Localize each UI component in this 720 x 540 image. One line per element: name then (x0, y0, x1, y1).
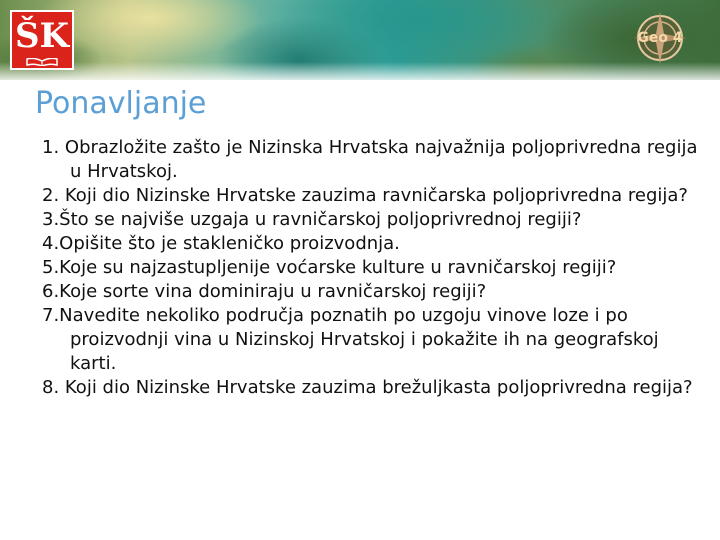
slide-title: Ponavljanje (35, 86, 207, 121)
badge-text: Geo 4 (637, 30, 683, 46)
banner-fade (0, 62, 720, 80)
question-item: 4.Opišite što je stakleničko proizvodnja. (42, 233, 400, 254)
question-item: 3.Što se najviše uzgaja u ravničarskoj poljoprivrednoj regiji? (42, 209, 582, 230)
header-banner (0, 0, 720, 80)
publisher-logo (10, 10, 74, 70)
question-item: 2. Koji dio Nizinske Hrvatske zauzima ravničarska poljoprivredna regija? (42, 185, 688, 206)
logo-text: ŠK (14, 16, 70, 56)
question-item: 7.Navedite nekoliko područja poznatih po uzgoju vinove loze i po proizvodnji vina u Nizinskoj Hrvatskoj i pokažite ih na geografskoj karti. (42, 305, 659, 374)
question-item: 6.Koje sorte vina dominiraju u ravničarskoj regiji? (42, 281, 487, 302)
question-list (42, 136, 702, 400)
question-item: 8. Koji dio Nizinske Hrvatske zauzima brežuljkasta poljoprivredna regija? (42, 377, 693, 398)
question-item: 5.Koje su najzastupljenije voćarske kulture u ravničarskoj regiji? (42, 257, 617, 278)
book-icon (26, 58, 58, 66)
question-item: 1. Obrazložite zašto je Nizinska Hrvatska najvažnija poljoprivredna regija u Hrvatskoj. (42, 137, 698, 182)
geo-badge (632, 10, 688, 66)
